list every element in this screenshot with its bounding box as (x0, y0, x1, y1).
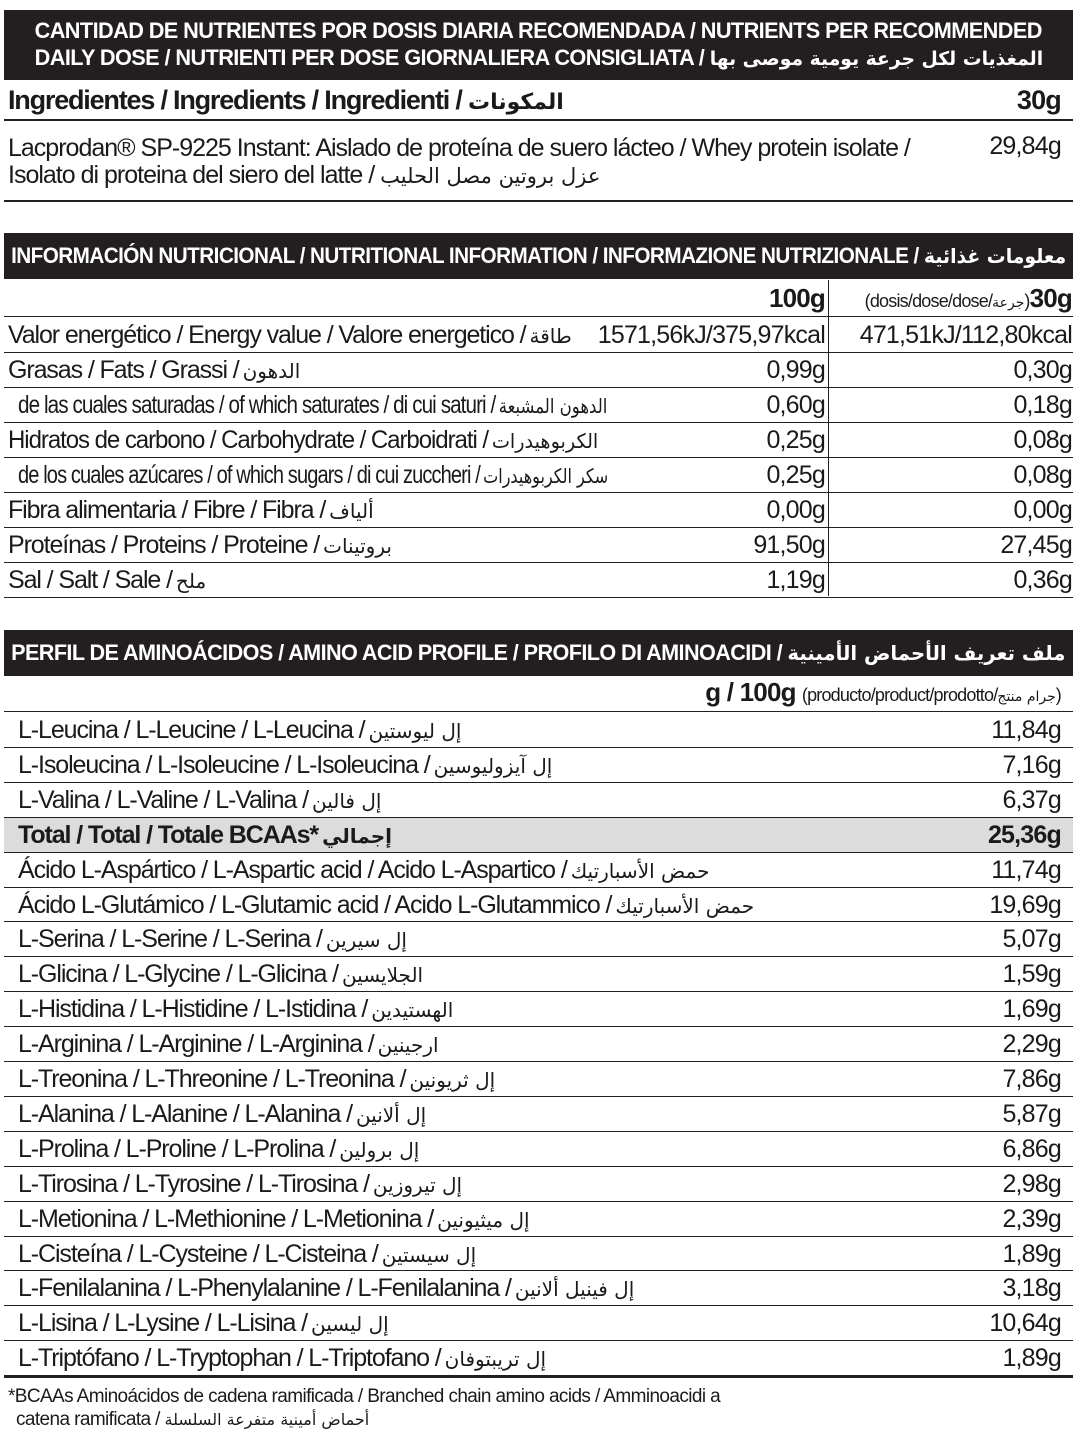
amino-header-latin: PERFIL DE AMINOÁCIDOS / AMINO ACID PROFILE / PROFILO DI AMINOACIDI / (11, 640, 783, 665)
amino-name-arabic: حمض الأسبارتيك (570, 859, 710, 883)
amino-row (4, 1237, 1073, 1272)
ingredient-value: 29,84g (989, 132, 1061, 160)
amino-row (4, 748, 1073, 783)
amino-name-arabic: الهستيدين (371, 998, 454, 1022)
amino-name-arabic: إل آيزوليوسين (433, 754, 553, 778)
nutrition-row (4, 388, 1073, 423)
amino-name-latin: Total / Total / Totale BCAAs* (18, 821, 319, 849)
amino-bottom-rule (4, 1376, 1073, 1378)
amino-name (18, 890, 754, 921)
amino-name-arabic: إل برولين (339, 1138, 420, 1162)
nutrient-name-latin: Proteínas / Proteins / Proteine / (8, 531, 320, 559)
nutrition-row (4, 493, 1073, 528)
amino-name (18, 1239, 476, 1270)
amino-row (4, 1271, 1073, 1306)
amino-name (18, 1308, 389, 1339)
amino-unit (705, 677, 1061, 712)
nutrient-name (8, 355, 300, 386)
footnote-line2 (8, 1408, 720, 1431)
amino-value: 2,98g (1002, 1170, 1061, 1198)
amino-row (4, 713, 1073, 748)
amino-value: 1,89g (1002, 1344, 1061, 1372)
amino-name-latin: L-Cisteína / L-Cysteine / L-Cisteina / (18, 1240, 378, 1268)
amino-name-arabic: إجمالي (322, 824, 392, 848)
amino-row (4, 1027, 1073, 1062)
nutrient-name-arabic: الدهون (242, 359, 301, 383)
amino-value: 6,37g (1002, 786, 1061, 814)
nutrient-value-dose: 27,45g (1000, 531, 1072, 559)
nutrition-row (4, 528, 1073, 563)
amino-name-arabic: إل فينيل ألانين (514, 1277, 635, 1301)
nutrient-value-100g: 0,00g (766, 496, 825, 524)
amino-name-latin: L-Isoleucina / L-Isoleucine / L-Isoleucina / (18, 751, 430, 779)
amino-name-latin: Ácido L-Glutámico / L-Glutamic acid / Acido L-Glutammico / (18, 891, 612, 919)
nutrient-name (8, 425, 598, 456)
amino-name (18, 785, 381, 816)
amino-name-latin: Ácido L-Aspártico / L-Aspartic acid / Acido L-Aspartico / (18, 856, 567, 884)
nutrient-value-100g: 0,99g (766, 356, 825, 384)
amino-name (18, 994, 453, 1025)
nutrient-value-100g: 1571,56kJ/375,97kcal (597, 321, 825, 349)
amino-row (4, 853, 1073, 888)
amino-value: 6,86g (1002, 1135, 1061, 1163)
nutrient-value-100g: 1,19g (766, 566, 825, 594)
nutrient-value-dose: 0,08g (1013, 461, 1072, 489)
footnote-line1: *BCAAs Aminoácidos de cadena ramificada / Branched chain amino acids / Amminoacidi a (8, 1386, 721, 1407)
amino-name (18, 820, 392, 851)
amino-name-arabic: إل سيستين (381, 1243, 477, 1267)
amino-name-latin: L-Tirosina / L-Tyrosine / L-Tirosina / (18, 1170, 369, 1198)
ingredients-title-latin: Ingredientes / Ingredients / Ingredienti / (8, 85, 462, 115)
nutrition-col-dose-amount: 30g (1029, 283, 1072, 313)
nutrient-value-100g: 0,25g (766, 461, 825, 489)
amino-name-arabic: إل ألانين (355, 1103, 427, 1127)
nutrition-row (4, 353, 1073, 388)
amino-row (4, 1202, 1073, 1237)
nutrient-value-dose: 0,18g (1013, 391, 1072, 419)
amino-name (18, 1204, 530, 1235)
amino-row (4, 1062, 1073, 1097)
nutrient-name-latin: Sal / Salt / Sale / (8, 566, 172, 594)
amino-value: 1,89g (1002, 1240, 1061, 1268)
amino-unit-bold: g / 100g (705, 677, 796, 707)
amino-name (18, 1064, 495, 1095)
nutrition-row (4, 458, 1073, 493)
nutrient-value-dose: 0,08g (1013, 426, 1072, 454)
nutrient-name-arabic: الكربوهيدرات (491, 429, 599, 453)
nutrient-value-dose: 0,36g (1013, 566, 1072, 594)
daily-dose-header-line2 (34, 44, 1042, 73)
amino-header-rule (4, 711, 1073, 712)
amino-name-latin: L-Fenilalanina / L-Phenylalanine / L-Fenilalanina / (18, 1274, 511, 1302)
amino-value: 11,84g (991, 716, 1061, 744)
amino-row (4, 888, 1073, 923)
amino-name (18, 959, 423, 990)
amino-header-arabic: ملف تعريف الأحماض الأمينية (787, 641, 1066, 665)
ingredients-dose: 30g (1016, 85, 1061, 115)
ingredients-title-arabic: المكونات (468, 90, 564, 115)
nutrition-col-100g: 100g (768, 283, 825, 313)
amino-value: 7,86g (1002, 1065, 1061, 1093)
amino-name-arabic: إل تريبتوفان (444, 1347, 547, 1371)
bcaa-total-row (4, 818, 1073, 853)
ingredients-divider (4, 119, 1073, 121)
nutrient-value-100g: 0,25g (766, 426, 825, 454)
amino-value: 2,29g (1002, 1030, 1061, 1058)
nutrient-value-dose: 471,51kJ/112,80kcal (859, 321, 1072, 349)
nutrient-name (18, 460, 608, 491)
nutrient-value-dose: 0,00g (1013, 496, 1072, 524)
amino-name-arabic: إل ليوستين (368, 719, 462, 743)
amino-name (18, 1343, 546, 1374)
amino-name-latin: L-Triptófano / L-Tryptophan / L-Triptofano / (18, 1344, 441, 1372)
amino-value: 5,07g (1002, 925, 1061, 953)
amino-name-arabic: إل سيرين (325, 928, 407, 952)
amino-name-latin: L-Valina / L-Valine / L-Valina / (18, 786, 308, 814)
nutrient-value-100g: 0,60g (766, 391, 825, 419)
amino-row (4, 1167, 1073, 1202)
nutrition-col-dose-suffix: ) (1024, 291, 1030, 311)
amino-row (4, 1306, 1073, 1341)
amino-row (4, 1097, 1073, 1132)
amino-name (18, 1099, 426, 1130)
amino-name-arabic: إل ميثيونين (437, 1208, 530, 1232)
amino-name-latin: L-Serina / L-Serine / L-Serina / (18, 925, 322, 953)
nutrition-header-line (11, 242, 1066, 270)
amino-value: 7,16g (1002, 751, 1061, 779)
nutrient-name-latin: de los cuales azúcares / of which sugars / di cui zuccheri / (18, 461, 480, 489)
nutrient-name-latin: de las cuales saturadas / of which saturates / di cui saturi / (18, 391, 496, 419)
nutrition-col-dose-prefix: (dosis/dose/dose/ (864, 291, 993, 311)
nutrition-row-rule (4, 597, 1073, 598)
amino-name-arabic: حمض الأسبارتيك (615, 894, 755, 918)
amino-name-latin: L-Prolina / L-Proline / L-Prolina / (18, 1135, 336, 1163)
amino-name (18, 715, 461, 746)
nutrient-value-100g: 91,50g (753, 531, 825, 559)
nutrient-value-dose: 0,30g (1013, 356, 1072, 384)
amino-name (18, 1169, 462, 1200)
amino-name-latin: L-Histidina / L-Histidine / L-Istidina / (18, 995, 368, 1023)
nutrient-name-latin: Fibra alimentaria / Fibre / Fibra / (8, 496, 326, 524)
nutrition-col-dose (865, 283, 1072, 318)
amino-name-latin: L-Treonina / L-Threonine / L-Treonina / (18, 1065, 406, 1093)
amino-name-latin: L-Arginina / L-Arginine / L-Arginina / (18, 1030, 374, 1058)
nutrition-col-dose-arabic: جرعة (992, 295, 1025, 311)
nutrient-name-arabic: ألياف (329, 499, 374, 523)
amino-value: 10,64g (989, 1309, 1061, 1337)
nutrition-header (4, 233, 1073, 279)
amino-name-latin: L-Leucina / L-Leucine / L-Leucina / (18, 716, 365, 744)
amino-name-latin: L-Lisina / L-Lysine / L-Lisina / (18, 1309, 308, 1337)
nutrient-name (8, 495, 374, 526)
daily-dose-header-line1: CANTIDAD DE NUTRIENTES POR DOSIS DIARIA RECOMENDADA / NUTRIENTS PER RECOMMENDED (34, 18, 1043, 43)
amino-name-arabic: إل تيروزين (372, 1173, 463, 1197)
ingredient-line2-arabic: عزل بروتين مصل الحليب (380, 164, 601, 188)
amino-name-arabic: إل فالين (311, 789, 382, 813)
nutrition-header-rule (4, 316, 1073, 317)
daily-dose-header-line2-latin: DAILY DOSE / NUTRIENTI PER DOSE GIORNALIERA CONSIGLIATA / (34, 45, 704, 70)
amino-name-arabic: الجلايسين (341, 963, 424, 987)
nutrient-name (18, 390, 607, 421)
amino-value: 1,59g (1002, 960, 1061, 988)
amino-header (4, 630, 1073, 676)
amino-name-latin: L-Alanina / L-Alanine / L-Alanina / (18, 1100, 352, 1128)
nutrition-row (4, 318, 1073, 353)
ingredient-line2 (8, 160, 600, 191)
nutrient-name-arabic: طاقة (529, 324, 572, 348)
amino-value: 11,74g (991, 856, 1061, 884)
amino-name (18, 855, 709, 886)
amino-value: 1,69g (1002, 995, 1061, 1023)
section1-bottom-rule (4, 200, 1073, 202)
amino-name (18, 1273, 634, 1304)
amino-row (4, 783, 1073, 818)
amino-value: 2,39g (1002, 1205, 1061, 1233)
nutrient-name (8, 320, 572, 351)
amino-header-line (11, 639, 1065, 667)
amino-name-latin: L-Glicina / L-Glycine / L-Glicina / (18, 960, 338, 988)
amino-row (4, 992, 1073, 1027)
ingredient-line2-latin: Isolato di proteina del siero del latte / (8, 161, 375, 189)
amino-name (18, 924, 407, 955)
nutrition-header-latin: INFORMACIÓN NUTRICIONAL / NUTRITIONAL INFORMATION / INFORMAZIONE NUTRIZIONALE / (10, 243, 919, 268)
nutrient-name-arabic: سكر الكربوهيدرات (483, 464, 609, 488)
amino-value: 5,87g (1002, 1100, 1061, 1128)
nutrient-name-latin: Hidratos de carbono / Carbohydrate / Carboidrati / (8, 426, 488, 454)
footnote-line2-latin: catena ramificata / (16, 1409, 160, 1430)
amino-name-arabic: إل ثريونين (409, 1068, 496, 1092)
nutrient-name (8, 565, 206, 596)
amino-unit-close: ) (1055, 685, 1061, 705)
daily-dose-header (4, 10, 1073, 80)
amino-name-arabic: إل ليسين (311, 1312, 389, 1336)
amino-row (4, 922, 1073, 957)
amino-unit-arabic: جرام منتج (997, 689, 1056, 705)
nutrient-name-arabic: ملح (175, 569, 207, 593)
footnote (8, 1385, 720, 1431)
amino-row (4, 1341, 1073, 1376)
amino-value: 19,69g (989, 891, 1061, 919)
amino-row (4, 1132, 1073, 1167)
ingredients-title (8, 85, 564, 118)
nutrient-name-latin: Grasas / Fats / Grassi / (8, 356, 239, 384)
nutrient-name-arabic: الدهون المشبعة (498, 394, 608, 418)
amino-row (4, 957, 1073, 992)
nutrient-name (8, 530, 392, 561)
amino-name-arabic: ارجينين (377, 1033, 439, 1057)
nutrition-header-arabic: معلومات غذائية (923, 244, 1067, 268)
nutrient-name-latin: Valor energético / Energy value / Valore energetico / (8, 321, 526, 349)
nutrition-row (4, 423, 1073, 458)
amino-name (18, 1029, 439, 1060)
amino-name (18, 1134, 419, 1165)
nutrient-name-arabic: بروتينات (323, 534, 392, 558)
amino-unit-rest: (producto/product/prodotto/ (801, 685, 998, 705)
ingredient-line1: Lacprodan® SP-9225 Instant: Aislado de proteína de suero lácteo / Whey protein isolate / (8, 134, 910, 162)
amino-value: 25,36g (987, 821, 1061, 849)
daily-dose-header-line2-arabic: المغذيات لكل جرعة يومية موصى بها (709, 48, 1043, 70)
amino-name-latin: L-Metionina / L-Methionine / L-Metionina / (18, 1205, 434, 1233)
amino-value: 3,18g (1002, 1274, 1061, 1302)
nutrition-row (4, 563, 1073, 598)
amino-name (18, 750, 552, 781)
footnote-line2-arabic: أحماض أمينية متفرعة السلسلة (164, 1410, 370, 1429)
